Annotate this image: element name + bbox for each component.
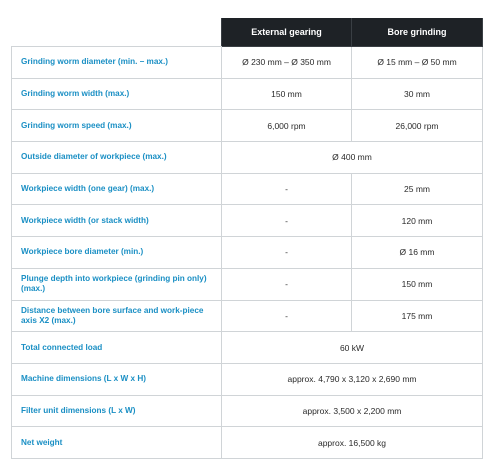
- row-label: Grinding worm diameter (min. – max.): [12, 47, 222, 79]
- bore-grinding-value: 120 mm: [352, 205, 483, 237]
- row-label: Workpiece width (or stack width): [12, 205, 222, 237]
- bore-grinding-value: 26,000 rpm: [352, 110, 483, 142]
- header-bore-grinding: Bore grinding: [352, 18, 483, 47]
- row-label: Total connected load: [12, 332, 222, 364]
- header-external-gearing: External gearing: [222, 18, 352, 47]
- table-row: [12, 47, 483, 79]
- header-row: [12, 18, 483, 47]
- spec-table: [11, 18, 483, 459]
- external-gearing-value: -: [222, 268, 352, 300]
- row-label: Grinding worm width (max.): [12, 78, 222, 110]
- table-row: [12, 300, 483, 332]
- bore-grinding-value: Ø 15 mm – Ø 50 mm: [352, 47, 483, 79]
- table-row: [12, 363, 483, 395]
- shared-value: 60 kW: [222, 332, 483, 364]
- external-gearing-value: 6,000 rpm: [222, 110, 352, 142]
- row-label: Distance between bore surface and work-piece axis X2 (max.): [12, 300, 222, 332]
- table-row: [12, 237, 483, 269]
- table-row: [12, 110, 483, 142]
- external-gearing-value: -: [222, 205, 352, 237]
- external-gearing-value: 150 mm: [222, 78, 352, 110]
- bore-grinding-value: 30 mm: [352, 78, 483, 110]
- shared-value: approx. 3,500 x 2,200 mm: [222, 395, 483, 427]
- shared-value: approx. 16,500 kg: [222, 427, 483, 459]
- table-row: [12, 205, 483, 237]
- bore-grinding-value: 25 mm: [352, 173, 483, 205]
- shared-value: approx. 4,790 x 3,120 x 2,690 mm: [222, 363, 483, 395]
- row-label: Outside diameter of workpiece (max.): [12, 142, 222, 174]
- table-row: [12, 173, 483, 205]
- bore-grinding-value: 175 mm: [352, 300, 483, 332]
- row-label: Plunge depth into workpiece (grinding pin only) (max.): [12, 268, 222, 300]
- bore-grinding-value: 150 mm: [352, 268, 483, 300]
- table-row: [12, 142, 483, 174]
- table-row: [12, 332, 483, 364]
- external-gearing-value: -: [222, 173, 352, 205]
- table-row: [12, 395, 483, 427]
- row-label: Filter unit dimensions (L x W): [12, 395, 222, 427]
- bore-grinding-value: Ø 16 mm: [352, 237, 483, 269]
- header-corner: [12, 18, 222, 47]
- external-gearing-value: -: [222, 237, 352, 269]
- row-label: Machine dimensions (L x W x H): [12, 363, 222, 395]
- row-label: Workpiece bore diameter (min.): [12, 237, 222, 269]
- table-row: [12, 427, 483, 459]
- table-row: [12, 268, 483, 300]
- external-gearing-value: Ø 230 mm – Ø 350 mm: [222, 47, 352, 79]
- row-label: Workpiece width (one gear) (max.): [12, 173, 222, 205]
- table-row: [12, 78, 483, 110]
- row-label: Net weight: [12, 427, 222, 459]
- shared-value: Ø 400 mm: [222, 142, 483, 174]
- row-label: Grinding worm speed (max.): [12, 110, 222, 142]
- external-gearing-value: -: [222, 300, 352, 332]
